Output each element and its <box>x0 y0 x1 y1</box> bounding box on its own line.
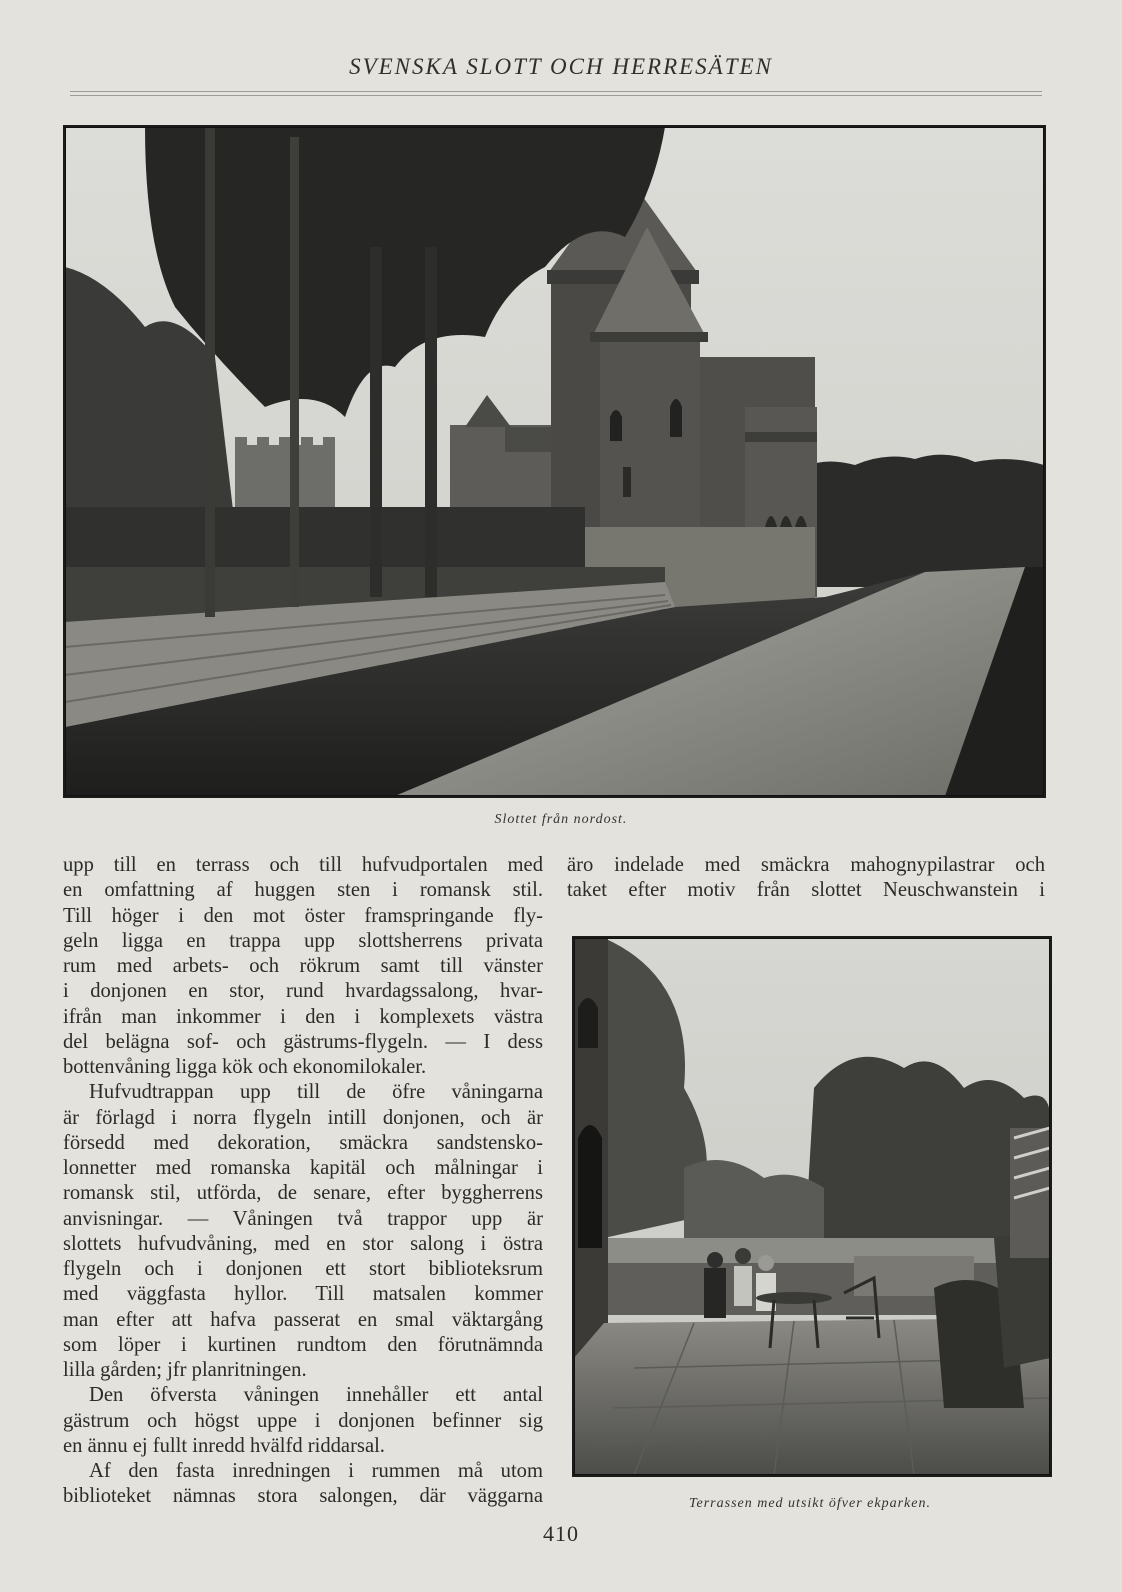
terrace-photo-caption: Terrassen med utsikt öfver ekparken. <box>689 1496 931 1511</box>
text-line: som löper i kurtinen rundtom den förutnämnda <box>63 1333 543 1356</box>
text-line: en omfattning af huggen sten i romansk stil. <box>63 879 543 902</box>
running-head: SVENSKA SLOTT OCH HERRESÄTEN <box>349 54 773 79</box>
text-line: Af den fasta inredningen i rummen må utom <box>89 1460 543 1482</box>
text-line: upp till en terrass och till hufvudportalen med <box>63 854 543 876</box>
text-line: Hufvudtrappan upp till de öfre våningarna <box>89 1081 543 1104</box>
text-line: flygeln och i donjonen ett stort biblioteksrum <box>63 1258 543 1280</box>
text-line: ifrån man inkommer i den i komplexets västra <box>63 1005 543 1028</box>
right-text-column <box>567 853 1045 904</box>
header-rule <box>70 91 1042 96</box>
top-photo-caption: Slottet från nordost. <box>494 812 628 827</box>
text-line: del belägna sof- och gästrums-flygeln. — I dess <box>63 1030 543 1053</box>
text-line: lonnetter med romanska kapitäl och målningar i <box>63 1157 543 1179</box>
text-line: romansk stil, utförda, de senare, efter byggherrens <box>63 1182 543 1205</box>
text-line: anvisningar. — Våningen två trappor upp är <box>63 1207 543 1230</box>
page-number: 410 <box>543 1521 579 1546</box>
text-line: i donjonen en stor, rund hvardagssalong, hvar- <box>63 980 543 1003</box>
terrace-photograph <box>572 936 1052 1477</box>
text-line: en ännu ej fullt inredd hvälfd riddarsal. <box>63 1434 385 1457</box>
text-line: biblioteket nämnas stora salongen, där väggarna <box>63 1485 543 1508</box>
text-line: försedd med dekoration, smäckra sandstensko- <box>63 1131 543 1154</box>
text-line: lilla gården; jfr planritningen. <box>63 1359 307 1381</box>
text-line: med väggfasta hyllor. Till matsalen kommer <box>63 1283 543 1306</box>
text-line: man efter att hafva passerat en smal väktargång <box>63 1308 543 1331</box>
text-line: rum med arbets- och rökrum samt till vänster <box>63 955 543 977</box>
text-line: gästrum och högst uppe i donjonen befinner sig <box>63 1409 543 1432</box>
text-line: bottenvåning ligga kök och ekonomilokaler. <box>63 1056 427 1078</box>
text-line: taket efter motiv från slottet Neuschwanstein i <box>567 879 1045 902</box>
left-text-column <box>63 853 543 1510</box>
text-line: Den öfversta våningen innehåller ett antal <box>89 1384 543 1407</box>
text-line: Till höger i den mot öster framspringande fly- <box>63 904 543 927</box>
text-line: är förlagd i norra flygeln intill donjonen, och är <box>63 1106 543 1129</box>
text-line: slottets hufvudvåning, med en stor salong i östra <box>63 1232 543 1255</box>
text-line: geln ligga en trappa upp slottsherrens privata <box>63 929 543 952</box>
castle-photograph <box>63 125 1046 798</box>
text-line: äro indelade med smäckra mahognypilastrar och <box>567 854 1045 876</box>
